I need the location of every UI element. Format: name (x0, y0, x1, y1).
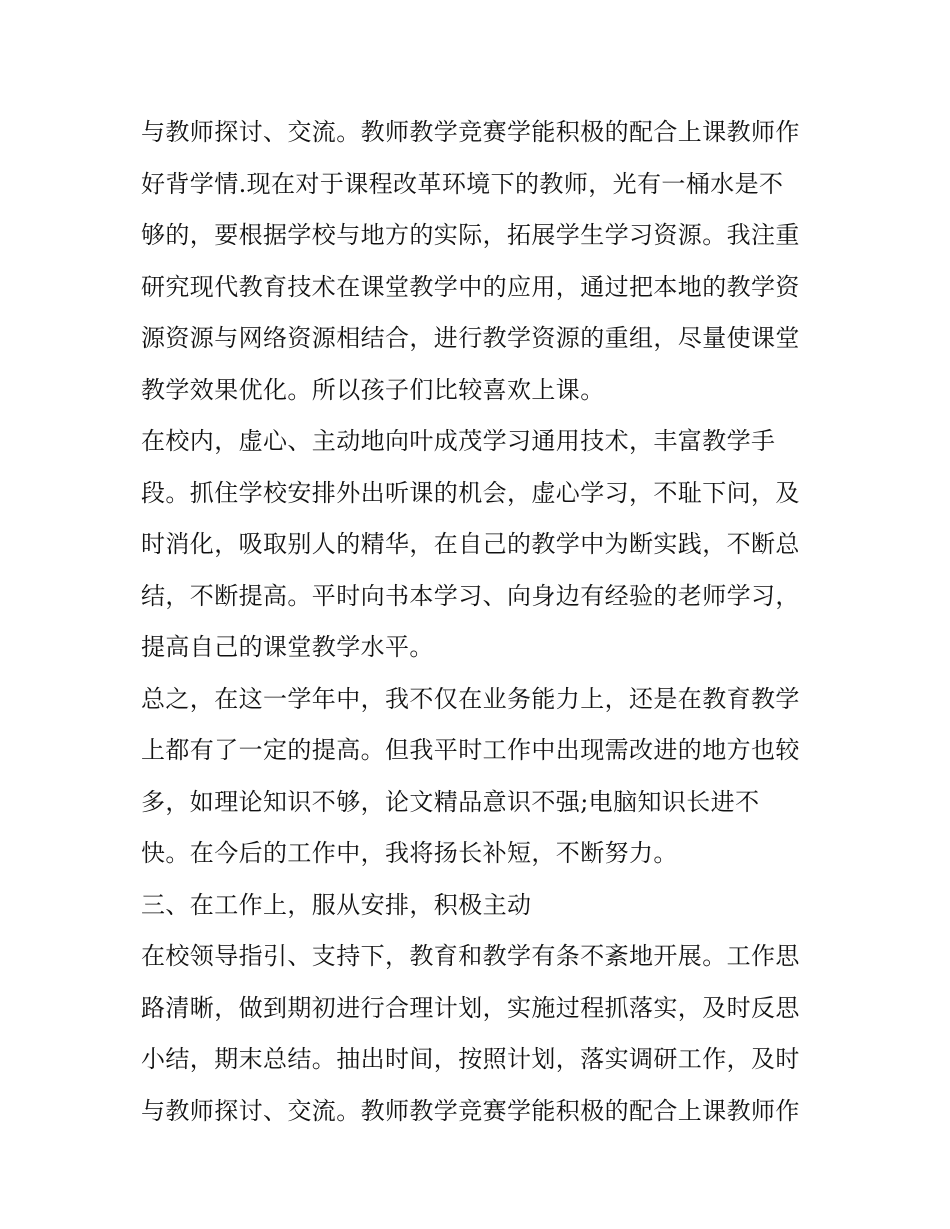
document-body (141, 107, 821, 1137)
text-line: 段。抓住学校安排外出听课的机会，虚心学习，不耻下问，及 (141, 478, 800, 507)
text-line: 时消化，吸取别人的精华，在自己的教学中为断实践，不断总 (141, 530, 800, 558)
text-line: 上都有了一定的提高。但我平时工作中出现需改进的地方也较 (141, 736, 800, 764)
text-line: 小结，期末总结。抽出时间，按照计划，落实调研工作，及时 (141, 1045, 800, 1073)
text-line: 在校领导指引、支持下，教育和教学有条不紊地开展。工作思 (141, 942, 800, 970)
text-line: 总之，在这一学年中，我不仅在业务能力上，还是在教育教学 (141, 684, 800, 713)
text-line: 路清晰，做到期初进行合理计划，实施过程抓落实，及时反思 (141, 993, 800, 1022)
section-heading: 三、在工作上，服从安排，积极主动 (141, 890, 532, 919)
text-line: 源资源与网络资源相结合，进行教学资源的重组，尽量使课堂 (141, 324, 800, 352)
text-line: 够的，要根据学校与地方的实际，拓展学生学习资源。我注重 (141, 221, 800, 249)
text-line: 提高自己的课堂教学水平。 (141, 633, 434, 661)
text-line: 与教师探讨、交流。教师教学竞赛学能积极的配合上课教师作 (141, 1096, 800, 1125)
text-line: 研究现代教育技术在课堂教学中的应用，通过把本地的教学资 (141, 272, 800, 301)
text-line: 好背学情.现在对于课程改革环境下的教师，光有一桶水是不 (141, 169, 784, 198)
text-line: 多，如理论知识不够，论文精品意识不强;电脑知识长进不 (141, 787, 760, 816)
text-line: 教学效果优化。所以孩子们比较喜欢上课。 (141, 375, 605, 404)
text-line: 结，不断提高。平时向书本学习、向身边有经验的老师学习， (141, 581, 800, 610)
text-line: 快。在今后的工作中，我将扬长补短，不断努力。 (141, 839, 678, 867)
text-line: 在校内，虚心、主动地向叶成茂学习通用技术，丰富教学手 (141, 427, 776, 455)
text-line: 与教师探讨、交流。教师教学竞赛学能积极的配合上课教师作 (141, 118, 800, 146)
